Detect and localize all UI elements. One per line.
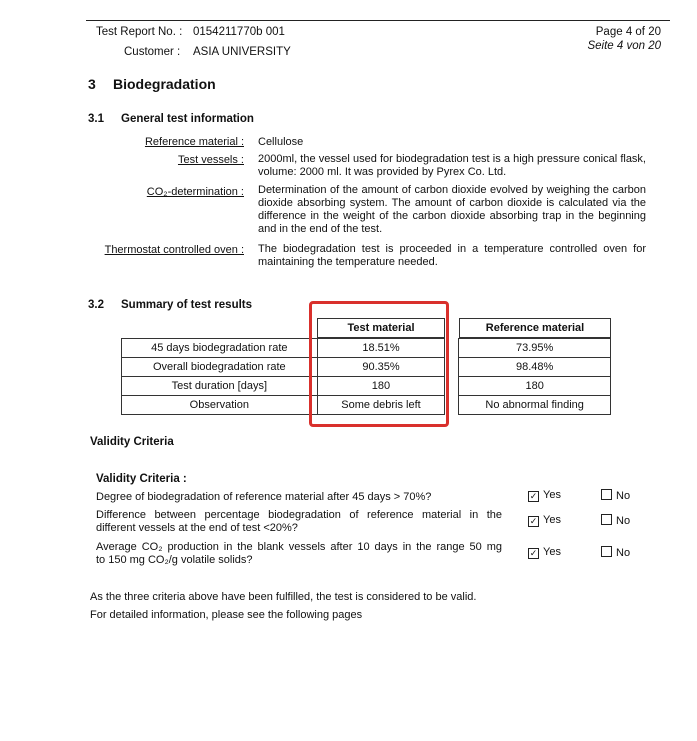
criterion-3: Average CO₂ production in the blank vessels after 10 days in the range 50 mg to 150 mg CO₂/g volatile solids?: [96, 541, 502, 566]
details-note: For detailed information, please see the following pages: [90, 609, 363, 621]
criterion-2: Difference between percentage biodegradation of reference material in the different vessels at the end of test <20%?: [96, 509, 502, 534]
criterion-3-no[interactable]: No: [601, 546, 630, 560]
row-label: Overall biodegradation rate: [122, 358, 318, 377]
customer-value: ASIA UNIVERSITY: [193, 46, 291, 58]
validity-conclusion: As the three criteria above have been fulfilled, the test is considered to be valid.: [90, 591, 477, 603]
checkbox-checked-icon[interactable]: ✓: [529, 491, 538, 501]
test-value: 90.35%: [317, 358, 445, 377]
validity-box-heading: Validity Criteria :: [96, 473, 187, 485]
reference-material-text: Cellulose: [258, 136, 304, 148]
general-number: 3.1: [88, 113, 104, 125]
reference-material-label: Reference material :: [144, 136, 244, 148]
checkbox-empty-icon[interactable]: [601, 546, 612, 557]
ref-value: 98.48%: [459, 358, 611, 377]
checkbox-checked-icon[interactable]: ✓: [529, 548, 538, 558]
validity-heading: Validity Criteria: [90, 436, 174, 448]
checkbox-checked-icon[interactable]: ✓: [529, 516, 538, 526]
criterion-1-yes[interactable]: ✓ Yes: [529, 489, 561, 501]
co2-determination-text: Determination of the amount of carbon dioxide evolved by weighing the carbon dioxide absorbing system. The amount of carbon dioxide is calculated via the difference in the weight of the carbon dioxide absorbing trap in the beginning and in the end of the test.: [258, 184, 646, 235]
header-rule: [86, 20, 670, 21]
test-material-highlight: [309, 301, 449, 427]
row-label: Observation: [122, 396, 318, 415]
thermostat-oven-label: Thermostat controlled oven :: [104, 244, 244, 256]
row-label: 45 days biodegradation rate: [122, 339, 318, 358]
test-material-header: Test material: [318, 319, 445, 338]
criterion-2-yes[interactable]: ✓ Yes: [529, 514, 561, 526]
page-number-en: Page 4 of 20: [595, 26, 661, 38]
ref-value: 180: [459, 377, 611, 396]
test-value: 18.51%: [317, 339, 445, 358]
section-title: Biodegradation: [113, 76, 216, 92]
row-label: Test duration [days]: [122, 377, 318, 396]
customer-label: Customer :: [124, 46, 181, 58]
checkbox-empty-icon[interactable]: [601, 514, 612, 525]
reference-material-header-box: [459, 318, 611, 338]
thermostat-oven-text: The biodegradation test is proceeded in a temperature controlled oven for maintaining the temperature needed.: [258, 243, 646, 268]
report-no-value: 0154211770b 001: [193, 26, 285, 38]
criterion-1: Degree of biodegradation of reference material after 45 days > 70%?: [96, 491, 432, 503]
test-vessels-label: Test vessels :: [177, 154, 244, 166]
criterion-2-no[interactable]: No: [601, 514, 630, 528]
section-number: 3: [88, 76, 96, 92]
ref-value: No abnormal finding: [459, 396, 611, 415]
ref-value: 73.95%: [459, 339, 611, 358]
criterion-1-no[interactable]: No: [601, 489, 630, 503]
test-value: Some debris left: [317, 396, 445, 415]
co2-determination-label: CO₂-determination :: [146, 186, 244, 198]
general-title: General test information: [121, 113, 254, 125]
test-vessels-text: 2000ml, the vessel used for biodegradation test is a high pressure conical flask, volume: 2000 ml. It was provided by Pyrex Co. Ltd.: [258, 153, 646, 178]
page-number-de: Seite 4 von 20: [587, 40, 661, 52]
summary-number: 3.2: [88, 299, 104, 311]
report-no-label: Test Report No. :: [96, 26, 183, 38]
summary-title: Summary of test results: [121, 299, 253, 311]
checkbox-empty-icon[interactable]: [601, 489, 612, 500]
test-value: 180: [317, 377, 445, 396]
criterion-3-yes[interactable]: ✓ Yes: [529, 546, 561, 558]
reference-material-header: Reference material: [460, 319, 611, 338]
